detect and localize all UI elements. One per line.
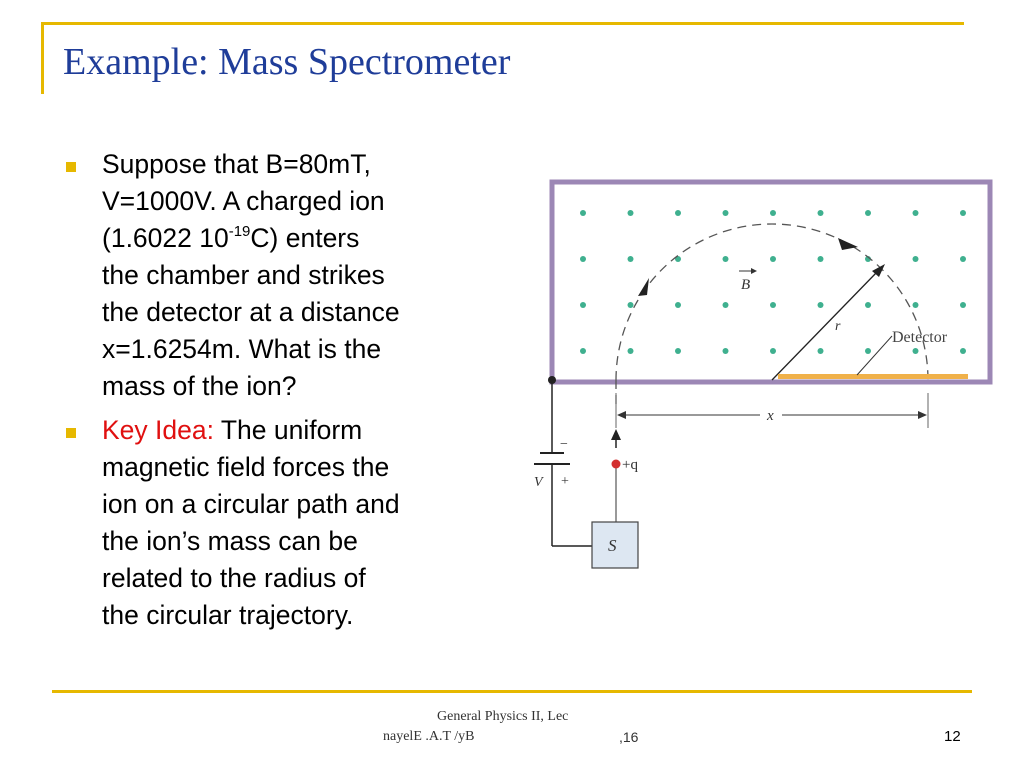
footer-author: nayelE .A.T /yB (383, 729, 475, 744)
field-dot (913, 210, 919, 216)
field-dot (723, 256, 729, 262)
field-dot (723, 210, 729, 216)
minus-label: − (560, 437, 568, 452)
ion-velocity-arrowhead (611, 429, 621, 440)
field-dot (960, 302, 966, 308)
bullet-line: the detector at a distance (102, 297, 400, 327)
footer-rule (52, 690, 972, 693)
field-label: B (741, 277, 751, 293)
field-dot (770, 302, 776, 308)
radius-label: r (835, 319, 841, 334)
mass-spectrometer-diagram (520, 170, 1000, 580)
field-dot (913, 348, 919, 354)
footer-date: ,16 (619, 729, 639, 745)
bullet-line: the ion’s mass can be (102, 526, 358, 556)
bullet-question (62, 146, 502, 405)
bullet-key-idea (62, 412, 502, 634)
field-dot (675, 210, 681, 216)
distance-label: x (767, 408, 774, 424)
detector-label: Detector (892, 329, 948, 346)
bullet-line: the chamber and strikes (102, 260, 385, 290)
bullet-marker (66, 428, 76, 438)
ion-dot (612, 460, 621, 469)
charge-exponent: -19 (228, 223, 251, 240)
field-dot (723, 348, 729, 354)
field-dot (913, 302, 919, 308)
field-dot (628, 256, 634, 262)
key-idea-text: The uniform (213, 415, 363, 445)
bullet-line-charge (102, 220, 502, 257)
charge-unit: C) enters (250, 223, 360, 253)
field-dot (865, 348, 871, 354)
radius-line (772, 272, 877, 380)
field-dot (580, 256, 586, 262)
bullet-line: the circular trajectory. (102, 600, 354, 630)
charge-value: (1.6022 10 (102, 223, 229, 253)
field-dot (913, 256, 919, 262)
field-dot (960, 210, 966, 216)
field-dot (770, 348, 776, 354)
bullet-line: V=1000V. A charged ion (102, 186, 385, 216)
dimension-arrow-left (617, 411, 626, 419)
ion-path (616, 224, 928, 380)
field-dot (675, 302, 681, 308)
field-dot (770, 210, 776, 216)
key-idea-label: Key Idea: (102, 415, 214, 445)
field-dot (723, 302, 729, 308)
bullet-line: mass of the ion? (102, 371, 297, 401)
field-dot (628, 302, 634, 308)
frame-top-rule (44, 22, 964, 25)
bullet-list (62, 146, 502, 641)
page-number: 12 (944, 728, 961, 745)
field-dot (865, 302, 871, 308)
bullet-line-key (102, 412, 502, 449)
voltage-label: V (534, 475, 543, 490)
source-label: S (608, 536, 617, 555)
detector-leader (857, 336, 892, 375)
slide-title: Example: Mass Spectrometer (63, 41, 511, 83)
path-arrow-left (638, 278, 649, 296)
b-vector-arrowhead (751, 268, 757, 274)
bullet-line: x=1.6254m. What is the (102, 334, 382, 364)
field-dot (818, 256, 824, 262)
field-dot (580, 210, 586, 216)
field-dot (960, 256, 966, 262)
frame-left-rule (41, 22, 44, 94)
footer-course: General Physics II, Lec (437, 709, 569, 724)
bullet-line: magnetic field forces the (102, 452, 390, 482)
plus-label: + (561, 474, 569, 489)
field-dot (628, 348, 634, 354)
dimension-arrow-right (918, 411, 927, 419)
field-dot (675, 348, 681, 354)
bullet-line: related to the radius of (102, 563, 366, 593)
field-dot (865, 210, 871, 216)
field-dot (818, 348, 824, 354)
detector-bar (778, 374, 968, 379)
field-dot (818, 302, 824, 308)
field-dot (770, 256, 776, 262)
field-dot (628, 210, 634, 216)
field-dot (960, 348, 966, 354)
bullet-line: Suppose that B=80mT, (102, 149, 371, 179)
field-dot (580, 302, 586, 308)
field-dot (580, 348, 586, 354)
charge-label: +q (622, 457, 638, 473)
bullet-marker (66, 162, 76, 172)
field-dot (818, 210, 824, 216)
bullet-line: ion on a circular path and (102, 489, 400, 519)
